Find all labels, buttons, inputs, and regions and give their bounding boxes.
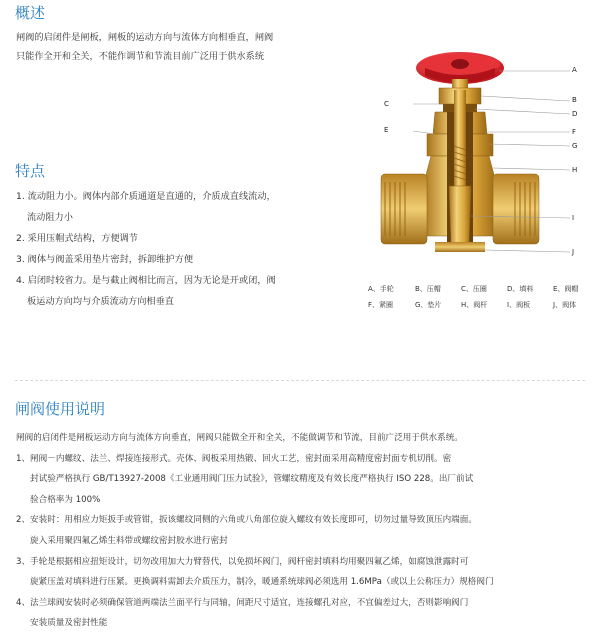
section-divider (15, 380, 585, 381)
legend-item: J、阀体 (553, 301, 577, 309)
diagram-legend (368, 284, 598, 320)
features-heading: 特点 (15, 162, 46, 180)
callout-f: F (572, 128, 577, 136)
legend-item: C、压圈 (461, 285, 487, 293)
feature-item-cont: 流动阻力小 (27, 212, 73, 223)
legend-item: B、压帽 (415, 285, 441, 293)
instruction-line: 安装质量及密封性能 (30, 618, 108, 629)
instruction-line: 验合格率为 100% (30, 494, 101, 505)
legend-item: D、填料 (507, 285, 534, 293)
overview-heading: 概述 (15, 4, 46, 22)
legend-item: E、阀帽 (553, 285, 579, 293)
callout-e: E (384, 126, 389, 134)
instruction-line: 旋紧压盖对填料进行压紧。更换调料需卸去介质压力，制冷，暖通系统球阀必须选用 1.6MPa（或以上公称压力）规格阀门 (30, 577, 494, 588)
feature-item: 4. 启闭时较省力。是与截止阀相比而言，因为无论是开或闭，阀 (16, 275, 276, 286)
instruction-item: 4、法兰球阀安装时必须确保管道两端法兰面平行与同轴，间距尺寸适宜，连接螺孔对应，不宜偏差过大，否则影响阀门 (16, 597, 469, 608)
feature-item: 3. 阀体与阀盖采用垫片密封，拆卸维护方便 (16, 254, 194, 265)
callout-j: J (572, 248, 575, 256)
left-port (381, 174, 427, 244)
callout-h: H (572, 166, 578, 174)
instruction-item: 1、闸阀－内螺纹、法兰、焊接连接形式。壳体、阀板采用热锻、回火工艺，密封面采用高精度密封面专机切削。密 (16, 453, 452, 464)
overview-text (16, 28, 273, 66)
overview-line: 闸阀的启闭件是闸板，闸板的运动方向与流体方向相垂直，闸阀 (16, 32, 274, 43)
callout-a: A (572, 66, 577, 74)
instruction-line: 旋入采用聚四氟乙烯生料带或螺纹密封胶水进行密封 (30, 535, 228, 546)
callout-g: G (572, 142, 578, 150)
feature-item-cont: 板运动方向均与介质流动方向相垂直 (27, 296, 174, 307)
callout-i: I (572, 214, 575, 222)
overview-line: 只能作全开和全关，不能作调节和节流目前广泛用于供水系统 (16, 51, 265, 62)
legend-item: G、垫片 (415, 301, 442, 309)
legend-item: A、手轮 (368, 285, 394, 293)
instruction-item: 3、手轮是根据相应扭矩设计，切勿改用加大力臂替代，以免损坏阀门，阀杆密封填料均用聚四氟乙烯，如腐蚀泄露时可 (16, 556, 469, 567)
feature-item: 1. 流动阻力小。阀体内部介质通道是直通的，介质成直线流动， (16, 191, 276, 202)
callout-b: B (572, 96, 577, 104)
callout-c: C (384, 100, 389, 108)
legend-item: H、阀杆 (461, 301, 488, 309)
legend-item: I、阀板 (507, 301, 531, 309)
features-list (16, 186, 276, 312)
instructions-list (16, 428, 494, 634)
callout-d: D (572, 110, 578, 118)
instructions-heading: 闸阀使用说明 (15, 400, 106, 418)
instruction-line: 闸阀的启闭件是闸板运动方向与流体方向垂直，闸阀只能做全开和全关，不能做调节和节流，目前广泛用于供水系统。 (16, 433, 463, 443)
gate-valve-cutaway-diagram (375, 46, 595, 266)
instruction-item: 2、安装时：用相应力矩扳手或管钳，扳该螺纹同侧的六角或八角部位旋入螺纹有效长度即可，切勿过量导致顶压内端面。 (16, 515, 477, 526)
legend-item: F、紧圈 (368, 301, 394, 309)
instruction-line: 封试验严格执行 GB/T13927-2008《工业通用阀门压力试验》，管螺纹精度及有效长度严格执行 ISO 228。出厂前试 (30, 474, 474, 485)
right-port (493, 174, 539, 244)
feature-item: 2. 采用压帽式结构，方便调节 (16, 233, 138, 244)
